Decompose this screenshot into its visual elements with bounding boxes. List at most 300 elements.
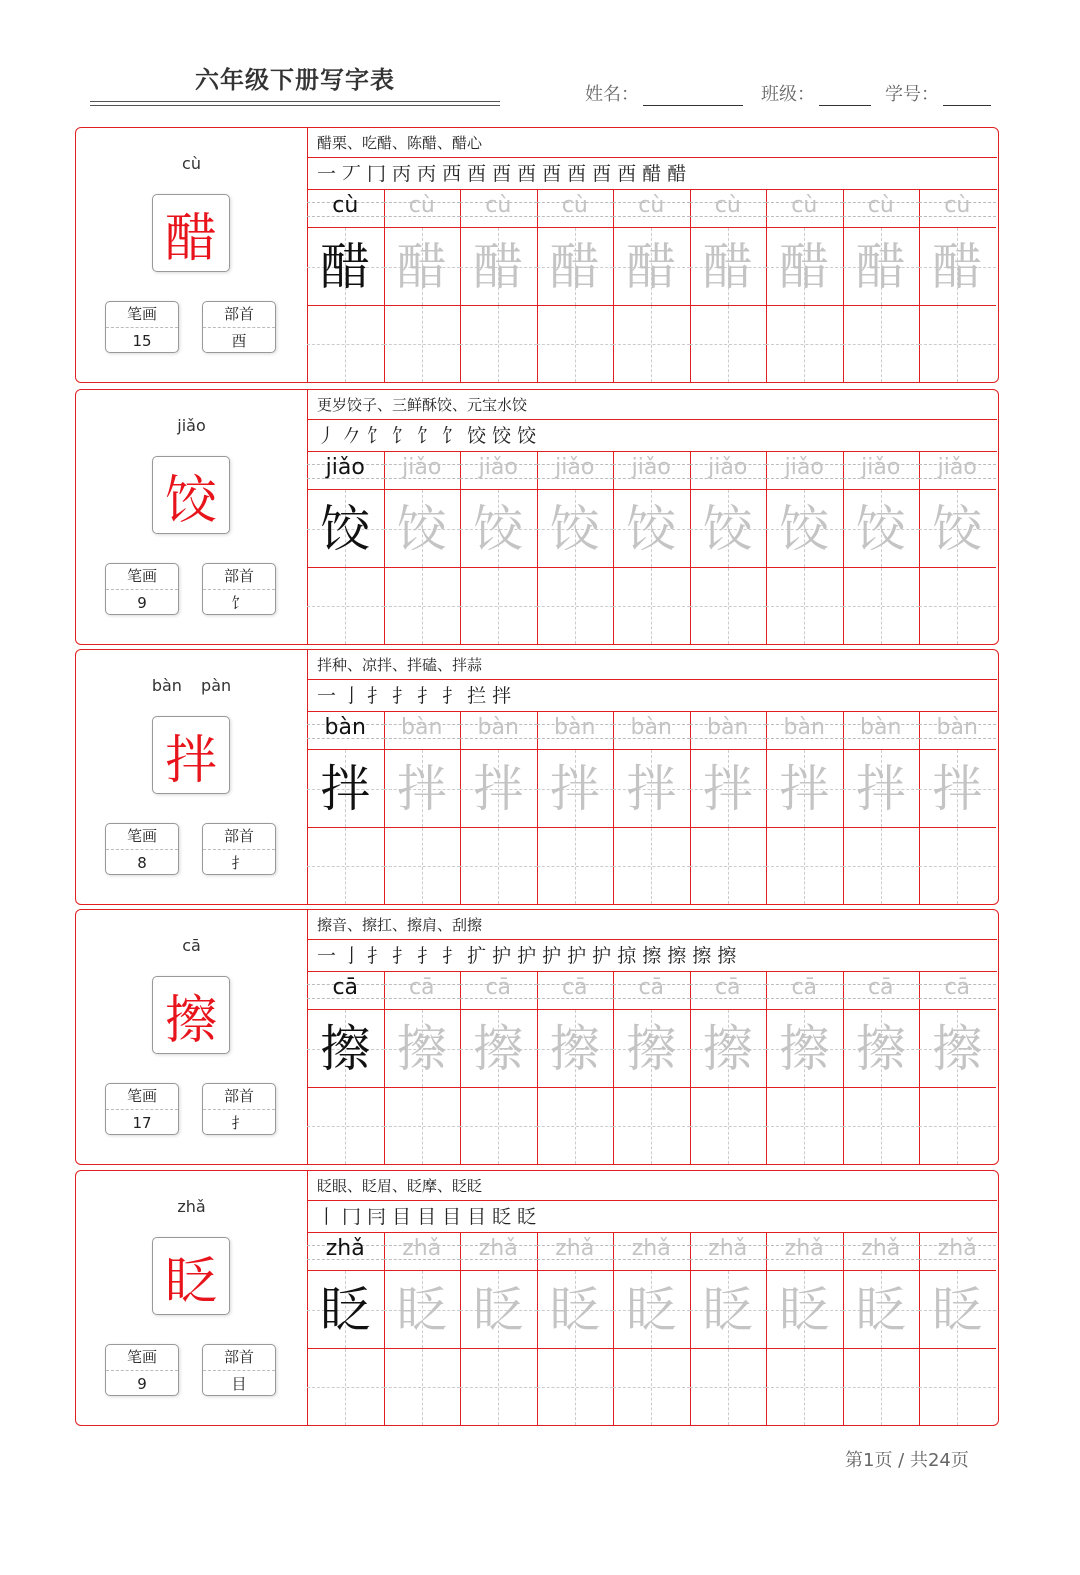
stroke-step: 拌 [492, 685, 515, 707]
pinyin-reading-alt: pàn [201, 676, 232, 695]
pinyin-trace: zhǎ [631, 1236, 671, 1261]
char-cell[interactable] [843, 1010, 920, 1088]
stroke-step: 丆 [342, 163, 365, 185]
pinyin-cell[interactable] [919, 712, 996, 750]
char-cell[interactable] [766, 1010, 843, 1088]
char-cell[interactable] [690, 750, 767, 828]
blank-cell[interactable] [537, 1349, 614, 1425]
pinyin-cell[interactable] [919, 452, 996, 490]
char-cell[interactable] [613, 1010, 690, 1088]
stroke-step: 扌 [392, 945, 415, 967]
blank-cell[interactable] [384, 1349, 461, 1425]
stroke-step: 护 [542, 945, 565, 967]
char-trace: 醋 [855, 238, 906, 296]
blank-cell[interactable] [460, 568, 537, 644]
stroke-step: 扌 [417, 685, 440, 707]
pinyin-trace: jiǎo [478, 455, 518, 480]
stroke-count-box-label: 笔画 [106, 302, 178, 328]
grid-column [537, 452, 614, 644]
pinyin-cell[interactable] [613, 1233, 690, 1271]
blank-cell[interactable] [919, 1349, 996, 1425]
stroke-step: 𠂊 [342, 425, 365, 447]
stroke-count-box-value: 9 [137, 594, 147, 612]
stroke-step: 亅 [342, 945, 365, 967]
pinyin-reading: cù [182, 154, 201, 173]
pinyin-cell[interactable] [919, 190, 996, 228]
char-cell[interactable] [307, 1271, 384, 1349]
char-cell[interactable] [460, 750, 537, 828]
char-info-panel [76, 1171, 308, 1425]
char-trace: 擦 [473, 1020, 524, 1078]
grid-column [307, 1233, 384, 1425]
char-trace: 眨 [473, 1281, 524, 1339]
blank-cell[interactable] [384, 828, 461, 904]
grid-column [613, 1233, 690, 1425]
pinyin-cell[interactable] [613, 452, 690, 490]
stroke-step: 护 [492, 945, 515, 967]
char-cell[interactable] [460, 1271, 537, 1349]
blank-cell[interactable] [843, 828, 920, 904]
blank-cell[interactable] [307, 306, 384, 382]
pinyin-trace: cù [485, 193, 512, 218]
grid-column [843, 712, 920, 904]
pinyin-cell[interactable] [460, 1233, 537, 1271]
char-model: 拌 [320, 760, 371, 818]
pinyin-trace: cā [867, 975, 894, 1000]
stroke-step: 醋 [667, 163, 690, 185]
char-trace: 擦 [932, 1020, 983, 1078]
stroke-step: 饺 [517, 425, 540, 447]
stroke-step: 饣 [417, 425, 440, 447]
char-cell[interactable] [919, 1271, 996, 1349]
pinyin-cell[interactable] [307, 712, 384, 750]
char-trace: 饺 [396, 500, 447, 558]
char-cell[interactable] [843, 490, 920, 568]
model-character: 拌 [152, 716, 230, 794]
char-cell[interactable] [613, 490, 690, 568]
char-cell[interactable] [843, 228, 920, 306]
pinyin-cell[interactable] [537, 452, 614, 490]
pinyin-cell[interactable] [460, 972, 537, 1010]
pinyin-cell[interactable] [843, 190, 920, 228]
stroke-count-box-label: 笔画 [106, 1345, 178, 1371]
char-trace: 眨 [396, 1281, 447, 1339]
pinyin-cell[interactable] [843, 712, 920, 750]
pinyin-trace: cā [561, 975, 588, 1000]
blank-cell[interactable] [919, 568, 996, 644]
char-trace: 拌 [702, 760, 753, 818]
stroke-count-box [105, 301, 179, 353]
pinyin-cell[interactable] [690, 972, 767, 1010]
blank-cell[interactable] [460, 1088, 537, 1164]
pinyin-trace: cù [867, 193, 894, 218]
grid-column [307, 712, 384, 904]
grid-column [690, 190, 767, 382]
pinyin-cell[interactable] [766, 452, 843, 490]
stroke-step: 护 [567, 945, 590, 967]
pinyin-cell[interactable] [919, 972, 996, 1010]
blank-cell[interactable] [766, 306, 843, 382]
stroke-count-box-label: 笔画 [106, 824, 178, 850]
stroke-step: 酉 [542, 163, 565, 185]
pinyin-cell[interactable] [460, 712, 537, 750]
char-cell[interactable] [919, 750, 996, 828]
char-cell[interactable] [613, 228, 690, 306]
model-character: 眨 [152, 1237, 230, 1315]
radical-box [202, 1083, 276, 1135]
pinyin-cell[interactable] [307, 972, 384, 1010]
pinyin-model: jiǎo [325, 455, 365, 480]
name-blank[interactable] [643, 85, 743, 106]
blank-cell[interactable] [766, 1349, 843, 1425]
blank-cell[interactable] [307, 1349, 384, 1425]
blank-cell[interactable] [460, 828, 537, 904]
blank-cell[interactable] [537, 1088, 614, 1164]
char-cell[interactable] [307, 750, 384, 828]
example-words: 拌种、凉拌、拌磕、拌蒜 [307, 650, 997, 680]
blank-cell[interactable] [919, 828, 996, 904]
blank-cell[interactable] [537, 568, 614, 644]
stroke-step: 酉 [617, 163, 640, 185]
stroke-step: 目 [417, 1206, 440, 1228]
char-cell[interactable] [766, 228, 843, 306]
blank-cell[interactable] [690, 1088, 767, 1164]
blank-cell[interactable] [613, 568, 690, 644]
char-cell[interactable] [307, 490, 384, 568]
char-trace: 眨 [626, 1281, 677, 1339]
pinyin-cell[interactable] [537, 190, 614, 228]
pinyin-cell[interactable] [690, 190, 767, 228]
pinyin-trace: cā [944, 975, 971, 1000]
char-cell[interactable] [307, 1010, 384, 1088]
class-blank[interactable] [819, 85, 871, 106]
pinyin-cell[interactable] [766, 1233, 843, 1271]
char-trace: 饺 [473, 500, 524, 558]
blank-cell[interactable] [384, 568, 461, 644]
char-info-panel [76, 650, 308, 904]
stroke-step: 饣 [367, 425, 390, 447]
blank-cell[interactable] [460, 306, 537, 382]
stroke-count-box-value: 17 [132, 1114, 152, 1132]
char-model: 眨 [320, 1281, 371, 1339]
stroke-step: 冂 [342, 1206, 365, 1228]
char-trace: 眨 [702, 1281, 753, 1339]
blank-cell[interactable] [613, 1349, 690, 1425]
pinyin-cell[interactable] [307, 1233, 384, 1271]
stroke-step: 酉 [492, 163, 515, 185]
pinyin-cell[interactable] [613, 972, 690, 1010]
char-trace: 拌 [855, 760, 906, 818]
char-cell[interactable] [384, 750, 461, 828]
model-character: 醋 [152, 194, 230, 272]
char-cell[interactable] [766, 490, 843, 568]
pinyin-trace: zhǎ [708, 1236, 748, 1261]
char-trace: 擦 [855, 1020, 906, 1078]
blank-cell[interactable] [537, 306, 614, 382]
char-trace: 擦 [549, 1020, 600, 1078]
char-cell[interactable] [613, 1271, 690, 1349]
radical-box [202, 823, 276, 875]
char-cell[interactable] [460, 490, 537, 568]
char-model: 饺 [320, 500, 371, 558]
pinyin-cell[interactable] [384, 972, 461, 1010]
blank-cell[interactable] [843, 1088, 920, 1164]
practice-panel [307, 910, 997, 1164]
pinyin-cell[interactable] [307, 452, 384, 490]
grid-column [537, 1233, 614, 1425]
char-cell[interactable] [766, 1271, 843, 1349]
grid-column [919, 972, 996, 1164]
grid-column [766, 1233, 843, 1425]
pinyin-cell[interactable] [690, 712, 767, 750]
char-trace: 饺 [932, 500, 983, 558]
radical-box-value: 目 [231, 1375, 247, 1393]
title-rule [90, 105, 500, 106]
grid-column [613, 190, 690, 382]
pinyin-trace: cù [561, 193, 588, 218]
blank-cell[interactable] [919, 1088, 996, 1164]
pinyin-cell[interactable] [384, 452, 461, 490]
grid-column [613, 712, 690, 904]
pinyin-cell[interactable] [843, 1233, 920, 1271]
example-words: 醋栗、吃醋、陈醋、醋心 [307, 128, 997, 158]
stroke-step: 丿 [317, 425, 340, 447]
pinyin-cell[interactable] [537, 712, 614, 750]
blank-cell[interactable] [384, 1088, 461, 1164]
pinyin-cell[interactable] [690, 452, 767, 490]
stroke-step: 护 [517, 945, 540, 967]
pinyin-trace: bàn [554, 715, 596, 740]
stroke-step: 擦 [717, 945, 740, 967]
char-trace: 醋 [549, 238, 600, 296]
char-cell[interactable] [537, 490, 614, 568]
stroke-order [307, 680, 997, 712]
blank-cell[interactable] [690, 306, 767, 382]
stroke-count-box-label: 笔画 [106, 1084, 178, 1110]
char-cell[interactable] [843, 1271, 920, 1349]
pinyin-trace: zhǎ [478, 1236, 518, 1261]
char-cell[interactable] [384, 1010, 461, 1088]
char-cell[interactable] [460, 228, 537, 306]
char-cell[interactable] [690, 1010, 767, 1088]
char-cell[interactable] [690, 1271, 767, 1349]
stroke-count-box-value: 15 [132, 332, 152, 350]
pinyin-trace: jiǎo [861, 455, 901, 480]
blank-cell[interactable] [537, 828, 614, 904]
pinyin-trace: jiǎo [631, 455, 671, 480]
char-trace: 饺 [626, 500, 677, 558]
pinyin-cell[interactable] [613, 190, 690, 228]
blank-cell[interactable] [460, 1349, 537, 1425]
grid-column [690, 1233, 767, 1425]
pinyin-cell[interactable] [843, 972, 920, 1010]
pinyin-trace: jiǎo [555, 455, 595, 480]
pinyin-cell[interactable] [537, 972, 614, 1010]
char-card [75, 389, 999, 645]
pinyin-cell[interactable] [384, 1233, 461, 1271]
stroke-step: 酉 [567, 163, 590, 185]
char-cell[interactable] [843, 750, 920, 828]
grid-column [919, 452, 996, 644]
stroke-step: 扌 [442, 945, 465, 967]
pinyin-trace: cā [714, 975, 741, 1000]
blank-cell[interactable] [766, 1088, 843, 1164]
pinyin-cell[interactable] [919, 1233, 996, 1271]
stroke-step: 眨 [517, 1206, 540, 1228]
grid-column [613, 972, 690, 1164]
stroke-step: 扩 [467, 945, 490, 967]
char-cell[interactable] [766, 750, 843, 828]
char-cell[interactable] [537, 1010, 614, 1088]
class-label: 班级： [761, 84, 815, 105]
blank-cell[interactable] [766, 828, 843, 904]
pinyin-trace: bàn [783, 715, 825, 740]
char-cell[interactable] [613, 750, 690, 828]
char-trace: 醋 [932, 238, 983, 296]
char-trace: 眨 [932, 1281, 983, 1339]
stroke-order [307, 1201, 997, 1233]
char-cell[interactable] [384, 490, 461, 568]
pinyin-cell[interactable] [766, 190, 843, 228]
stroke-step: 冃 [367, 1206, 390, 1228]
char-trace: 醋 [626, 238, 677, 296]
stroke-order [307, 940, 997, 972]
char-cell[interactable] [460, 1010, 537, 1088]
example-words: 眨眼、眨眉、眨摩、眨眨 [307, 1171, 997, 1201]
radical-box [202, 1344, 276, 1396]
char-cell[interactable] [384, 1271, 461, 1349]
char-card [75, 1170, 999, 1426]
char-trace: 饺 [779, 500, 830, 558]
grid-column [460, 1233, 537, 1425]
blank-cell[interactable] [690, 1349, 767, 1425]
radical-box-value: 扌 [231, 1114, 247, 1132]
char-cell[interactable] [537, 228, 614, 306]
radical-box-label: 部首 [203, 302, 275, 328]
char-model: 擦 [320, 1020, 371, 1078]
blank-cell[interactable] [613, 306, 690, 382]
char-trace: 醋 [473, 238, 524, 296]
page-title: 六年级下册写字表 [195, 66, 395, 94]
char-trace: 饺 [702, 500, 753, 558]
pinyin-cell[interactable] [307, 190, 384, 228]
pinyin-trace: bàn [401, 715, 443, 740]
pinyin-trace: cā [408, 975, 435, 1000]
char-pinyin [76, 416, 307, 435]
pinyin-cell[interactable] [766, 972, 843, 1010]
char-pinyin [76, 154, 307, 173]
stroke-step: 醋 [642, 163, 665, 185]
blank-cell[interactable] [843, 1349, 920, 1425]
char-pinyin [76, 1197, 307, 1216]
stroke-step: 扌 [367, 685, 390, 707]
pinyin-trace: cù [638, 193, 665, 218]
blank-cell[interactable] [613, 828, 690, 904]
radical-box-value: 扌 [231, 854, 247, 872]
stroke-step: 丙 [417, 163, 440, 185]
writing-grid [307, 190, 997, 382]
blank-cell[interactable] [919, 306, 996, 382]
pinyin-cell[interactable] [690, 1233, 767, 1271]
stroke-step: 丙 [392, 163, 415, 185]
char-cell[interactable] [919, 1010, 996, 1088]
radical-box-value: 饣 [231, 594, 247, 612]
blank-cell[interactable] [613, 1088, 690, 1164]
pinyin-cell[interactable] [460, 190, 537, 228]
practice-panel [307, 128, 997, 382]
blank-cell[interactable] [307, 828, 384, 904]
stroke-count-box-label: 笔画 [106, 564, 178, 590]
grid-column [307, 190, 384, 382]
pinyin-cell[interactable] [537, 1233, 614, 1271]
stroke-step: 一 [317, 163, 340, 185]
char-cell[interactable] [307, 228, 384, 306]
grid-column [766, 452, 843, 644]
char-cell[interactable] [690, 228, 767, 306]
stroke-step: 一 [317, 685, 340, 707]
blank-cell[interactable] [307, 568, 384, 644]
title-rule [90, 101, 500, 102]
stroke-step: 酉 [592, 163, 615, 185]
grid-column [537, 712, 614, 904]
id-blank[interactable] [943, 85, 991, 106]
char-cell[interactable] [919, 490, 996, 568]
pinyin-trace: cā [485, 975, 512, 1000]
stroke-step: 饺 [492, 425, 515, 447]
pinyin-trace: zhǎ [784, 1236, 824, 1261]
example-words: 擦音、擦扛、擦肩、刮擦 [307, 910, 997, 940]
pinyin-model: cā [332, 975, 359, 1000]
stroke-step: 酉 [517, 163, 540, 185]
pinyin-cell[interactable] [766, 712, 843, 750]
pinyin-cell[interactable] [384, 712, 461, 750]
char-pinyin [76, 676, 307, 695]
pinyin-cell[interactable] [843, 452, 920, 490]
grid-column [384, 452, 461, 644]
blank-cell[interactable] [307, 1088, 384, 1164]
char-card [75, 127, 999, 383]
radical-box [202, 301, 276, 353]
pinyin-trace: cù [714, 193, 741, 218]
blank-cell[interactable] [690, 828, 767, 904]
pinyin-cell[interactable] [384, 190, 461, 228]
char-cell[interactable] [690, 490, 767, 568]
char-cell[interactable] [537, 1271, 614, 1349]
stroke-step: 扌 [367, 945, 390, 967]
stroke-count-box-value: 8 [137, 854, 147, 872]
grid-column [307, 972, 384, 1164]
blank-cell[interactable] [843, 568, 920, 644]
char-cell[interactable] [384, 228, 461, 306]
char-cell[interactable] [537, 750, 614, 828]
blank-cell[interactable] [690, 568, 767, 644]
blank-cell[interactable] [384, 306, 461, 382]
pinyin-cell[interactable] [613, 712, 690, 750]
pinyin-cell[interactable] [460, 452, 537, 490]
grid-column [766, 190, 843, 382]
char-cell[interactable] [919, 228, 996, 306]
grid-column [766, 972, 843, 1164]
stroke-step: 亅 [342, 685, 365, 707]
grid-column [919, 712, 996, 904]
char-trace: 擦 [626, 1020, 677, 1078]
grid-column [690, 452, 767, 644]
practice-panel [307, 1171, 997, 1425]
blank-cell[interactable] [843, 306, 920, 382]
blank-cell[interactable] [766, 568, 843, 644]
pinyin-trace: bàn [707, 715, 749, 740]
char-info-panel [76, 910, 308, 1164]
